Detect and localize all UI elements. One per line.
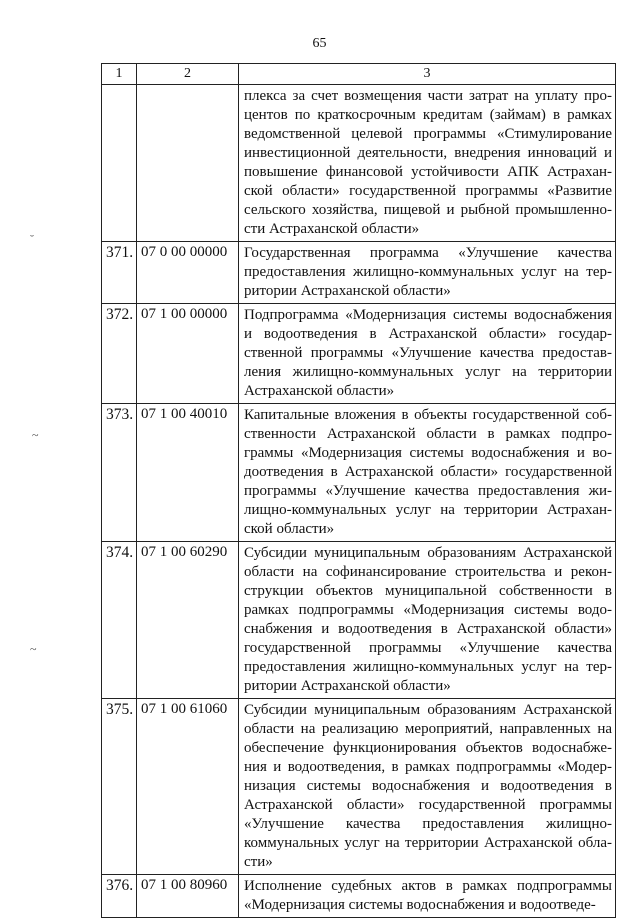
description-line: «Улучшение качества предоставления жилищно- <box>244 816 612 832</box>
description-line: повышение финансовой устойчивости АПК Астрахан- <box>244 164 612 180</box>
description-line: области на софинансирование строительства и рекон- <box>244 564 612 580</box>
table-row <box>102 85 616 242</box>
description-cell <box>239 404 616 542</box>
description-line: инвестиционной деятельности, внедрения инноваций и <box>244 145 612 161</box>
description-line: Субсидии муниципальным образованиям Астраханской <box>244 545 612 561</box>
page-number: 65 <box>312 36 327 51</box>
description-cell <box>239 699 616 875</box>
description-line: граммы «Модернизация системы водоснабжения и во- <box>244 445 612 461</box>
classification-code: 07 1 00 80960 <box>137 875 239 918</box>
description-line: ления жилищно-коммунальных услуг на территории <box>244 364 612 380</box>
table-row <box>102 242 616 304</box>
budget-classification-table <box>101 63 616 918</box>
row-number: 375. <box>102 699 137 875</box>
description-cell <box>239 304 616 404</box>
description-line: Капитальные вложения в объекты государственной соб- <box>244 407 612 423</box>
table-row <box>102 875 616 918</box>
table-row <box>102 699 616 875</box>
description-line: программы «Улучшение качества предоставления жи- <box>244 483 612 499</box>
description-line: рамках подпрограммы «Модернизация системы водо- <box>244 602 612 618</box>
description-line: Астраханской области» государственной программы <box>244 797 612 813</box>
classification-code <box>137 85 239 242</box>
description-cell <box>239 875 616 918</box>
classification-code: 07 1 00 60290 <box>137 542 239 699</box>
description-line: государственной программы «Улучшение качества <box>244 640 612 656</box>
scan-mark: ~ <box>32 428 39 442</box>
classification-code: 07 0 00 00000 <box>137 242 239 304</box>
description-line: сельского хозяйства, пищевой и рыбной промышленно- <box>244 202 612 218</box>
description-line: Субсидии муниципальным образованиям Астраханской <box>244 702 612 718</box>
description-line: сти» <box>244 854 273 870</box>
row-number: 374. <box>102 542 137 699</box>
description-line: ской области» <box>244 521 335 537</box>
row-number: 371. <box>102 242 137 304</box>
description-line: плекса за счет возмещения части затрат на уплату про- <box>244 88 612 104</box>
description-line: Астраханской области» <box>244 383 395 399</box>
row-number <box>102 85 137 242</box>
description-line: ственности Астраханской области в рамках подпро- <box>244 426 612 442</box>
header-col-3: 3 <box>239 64 616 85</box>
description-cell <box>239 542 616 699</box>
description-line: струкции объектов муниципальной собственности в <box>244 583 612 599</box>
description-line: «Модернизация системы водоснабжения и водоотведе- <box>244 897 596 913</box>
table-row <box>102 542 616 699</box>
description-line: и водоотведения в Астраханской области» государ- <box>244 326 612 342</box>
description-line: снабжения и водоотведения в Астраханской области» <box>244 621 612 637</box>
header-col-1: 1 <box>102 64 137 85</box>
description-line: лищно-коммунальных услуг на территории Астрахан- <box>244 502 612 518</box>
header-col-2: 2 <box>137 64 239 85</box>
classification-code: 07 1 00 00000 <box>137 304 239 404</box>
description-line: доотведения в Астраханской области» государственной <box>244 464 612 480</box>
description-line: предоставления жилищно-коммунальных услуг на тер- <box>244 264 612 280</box>
description-line: обеспечение функционирования объектов водоснабже- <box>244 740 612 756</box>
table-row <box>102 404 616 542</box>
description-line: коммунальных услуг на территории Астраханской обла- <box>244 835 612 851</box>
description-line: ритории Астраханской области» <box>244 678 451 694</box>
description-line: ния и водоотведения, в рамках подпрограммы «Модер- <box>244 759 612 775</box>
table-header-row <box>102 64 616 85</box>
description-line: ской области» государственной программы «Развитие <box>244 183 612 199</box>
description-cell <box>239 242 616 304</box>
description-line: ритории Астраханской области» <box>244 283 451 299</box>
description-line: ведомственной целевой программы «Стимулирование <box>244 126 612 142</box>
scan-mark: ˘ <box>30 232 34 246</box>
classification-code: 07 1 00 40010 <box>137 404 239 542</box>
description-line: Государственная программа «Улучшение качества <box>244 245 612 261</box>
description-line: Подпрограмма «Модернизация системы водоснабжения <box>244 307 612 323</box>
description-line: низация системы водоснабжения и водоотведения в <box>244 778 612 794</box>
description-cell <box>239 85 616 242</box>
description-line: области на реализацию мероприятий, направленных на <box>244 721 612 737</box>
description-line: Исполнение судебных актов в рамках подпрограммы <box>244 878 612 894</box>
table-row <box>102 304 616 404</box>
scan-mark: ~ <box>30 642 37 656</box>
description-line: ственной программы «Улучшение качества предостав- <box>244 345 612 361</box>
classification-code: 07 1 00 61060 <box>137 699 239 875</box>
description-line: сти Астраханской области» <box>244 221 420 237</box>
row-number: 373. <box>102 404 137 542</box>
row-number: 376. <box>102 875 137 918</box>
description-line: предоставления жилищно-коммунальных услуг на тер- <box>244 659 612 675</box>
description-line: центов по краткосрочным кредитам (займам) в рамках <box>244 107 612 123</box>
row-number: 372. <box>102 304 137 404</box>
